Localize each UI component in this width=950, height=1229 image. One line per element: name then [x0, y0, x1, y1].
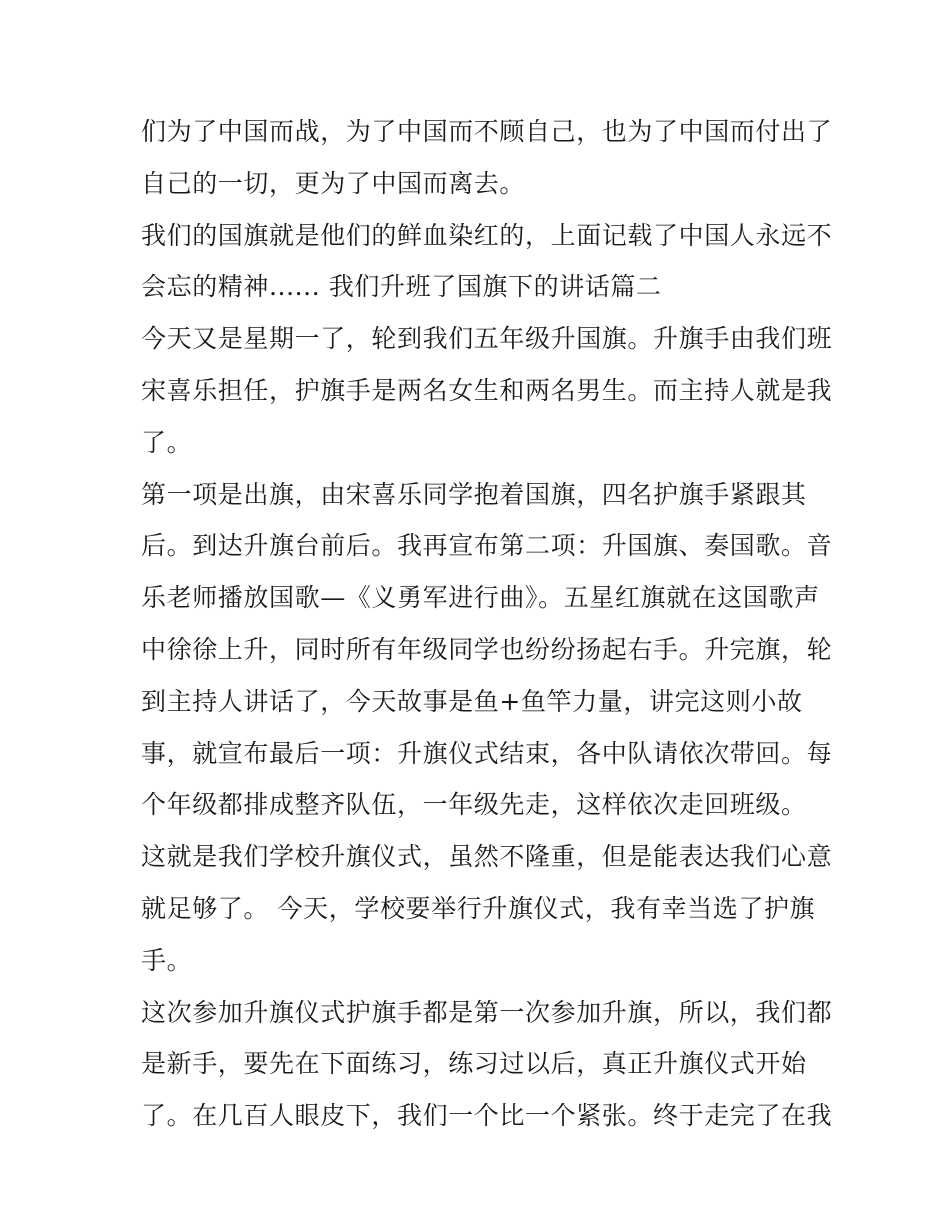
- text-line: 今天又是星期一了，轮到我们五年级升国旗。升旗手由我们班: [141, 324, 833, 354]
- text-line: 个年级都排成整齐队伍，一年级先走，这样依次走回班级。: [141, 790, 807, 820]
- document-body: [141, 106, 833, 1142]
- text-line: 手。: [141, 945, 193, 975]
- text-line: 会忘的精神...... 我们升班了国旗下的讲话篇二: [141, 272, 662, 302]
- text-line: 我们的国旗就是他们的鲜血染红的，上面记载了中国人永远不: [141, 220, 833, 250]
- text-line: 事，就宣布最后一项：升旗仪式结束，各中队请依次带回。每: [141, 738, 833, 768]
- text-line: 了。在几百人眼皮下，我们一个比一个紧张。终于走完了在我: [141, 1101, 833, 1131]
- text-line: 们为了中国而战，为了中国而不顾自己，也为了中国而付出了: [141, 117, 833, 146]
- text-line: 了。: [141, 427, 193, 457]
- text-line: 这次参加升旗仪式护旗手都是第一次参加升旗，所以，我们都: [141, 997, 833, 1027]
- text-line: 到主持人讲话了，今天故事是鱼+鱼竿力量，讲完这则小故: [141, 686, 803, 716]
- text-line: 第一项是出旗，由宋喜乐同学抱着国旗，四名护旗手紧跟其: [141, 479, 807, 509]
- text-line: 就足够了。 今天，学校要举行升旗仪式，我有幸当选了护旗: [141, 893, 816, 923]
- text-line: 中徐徐上升，同时所有年级同学也纷纷扬起右手。升完旗，轮: [141, 634, 833, 664]
- text-line: 乐老师播放国歌—《义勇军进行曲》。五星红旗就在这国歌声: [141, 583, 820, 613]
- text-line: 宋喜乐担任，护旗手是两名女生和两名男生。而主持人就是我: [141, 375, 833, 405]
- text-line: 后。到达升旗台前后。我再宣布第二项：升国旗、奏国歌。音: [141, 531, 833, 561]
- text-line: 是新手，要先在下面练习，练习过以后，真正升旗仪式开始: [141, 1049, 807, 1079]
- text-line: 自己的一切，更为了中国而离去。: [141, 168, 526, 198]
- text-line: 这就是我们学校升旗仪式，虽然不隆重，但是能表达我们心意: [141, 842, 833, 872]
